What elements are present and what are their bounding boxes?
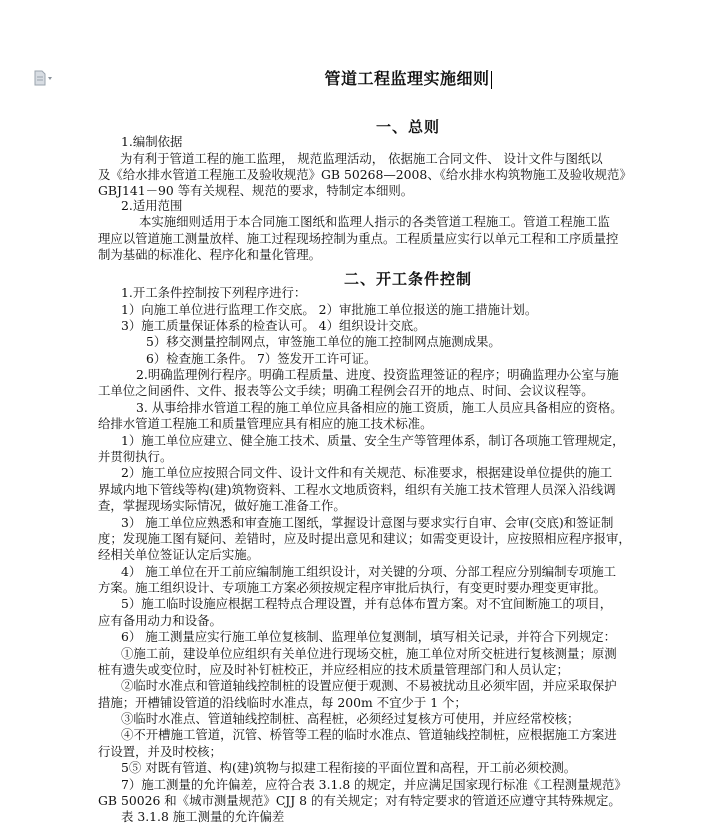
left-margin — [0, 0, 98, 829]
text-line: 5）移交测量控制网点，审签施工单位的施工控制网点施测成果。 — [146, 334, 501, 349]
text-line: 7）施工测量的允许偏差，应符合表 3.1.8 的规定，并应满足国家现行标准《工程测量规范》 — [121, 777, 627, 792]
text-line: 理应以管道施工测量放样、施工过程现场控制为重点。工程质量应实行以单元工程和工序质量控 — [98, 231, 619, 246]
text-line: 度；发现施工图有疑问、差错时，应及时提出意见和建议；如需变更设计，应按照相应程序报审， — [98, 531, 631, 546]
section-heading-start-conditions: 二、开工条件控制 — [343, 270, 472, 288]
text-line: 2.适用范围 — [121, 198, 183, 213]
text-line: 4） 施工单位在开工前应编制施工组织设计，对关键的分项、分部工程应分别编制专项施工 — [121, 564, 617, 579]
text-line: 3）施工质量保证体系的检查认可。 4）组织设计交底。 — [121, 318, 426, 333]
text-line: 2）施工单位应按照合同文件、设计文件和有关规范、标准要求，根据建设单位提供的施工 — [121, 465, 613, 480]
document-menu-icon[interactable] — [34, 70, 54, 86]
text-line: 措施；开槽铺设管道的沿线临时水准点，每 200m 不宜少于 1 个； — [98, 695, 467, 710]
text-line: 3） 施工单位应熟悉和审查施工图纸，掌握设计意图与要求实行自审、会审(交底)和签证制 — [121, 515, 614, 530]
text-line: 3. 从事给排水管道工程的施工单位应具备相应的施工资质，施工人员应具备相应的资格。 — [136, 400, 623, 415]
text-line: 表 3.1.8 施工测量的允许偏差 — [121, 809, 285, 824]
text-line: 2.明确监理例行程序。明确工程质量、进度、投资监理签证的程序；明确监理办公室与施 — [136, 367, 619, 382]
text-line: 1）向施工单位进行监理工作交底。 2）审批施工单位报送的施工措施计划。 — [121, 302, 538, 317]
text-line: GBJ141－90 等有关规程、规范的要求，特制定本细则。 — [98, 183, 414, 198]
text-line: 应有备用动力和设备。 — [98, 613, 222, 628]
text-line: 1.开工条件控制按下列程序进行： — [121, 285, 307, 300]
text-line: 行设置，并及时校核； — [98, 744, 222, 759]
document-title: 管道工程监理实施细则 — [324, 69, 490, 88]
text-cursor — [491, 71, 492, 89]
text-line: 为有利于管道工程的施工监理， 规范监理活动， 依据施工合同文件、 设计文件与图纸以 — [120, 151, 603, 166]
document-page[interactable] — [98, 0, 718, 829]
text-line: ③临时水准点、管道轴线控制桩、高程桩，必须经过复核方可使用，并应经常校核； — [121, 711, 580, 726]
text-line: 经相关单位签证认定后实施。 — [98, 547, 260, 562]
text-line: 给排水管道工程施工和质量管理应具有相应的施工技术标准。 — [98, 416, 433, 431]
text-line: ②临时水准点和管道轴线控制桩的设置应便于观测、不易被扰动且必须牢固，并应采取保护 — [121, 678, 617, 693]
text-line: 制为基础的标准化、程序化和量化管理。 — [98, 247, 322, 262]
text-line: 桩有遗失或变位时，应及时补钉桩校正，并应经相应的技术质量管理部门和人员认定； — [98, 662, 569, 677]
text-line: 界域内地下管线等构(建)筑物资料、工程水文地质资料，组织有关施工技术管理人员深入沿线调 — [98, 482, 616, 497]
text-line: ④不开槽施工管道，沉管、桥管等工程的临时水准点、管道轴线控制桩，应根据施工方案进 — [121, 727, 617, 742]
text-line: 及《给水排水管道工程施工及验收规范》GB 50268—2008、《给水排水构筑物施工及验收规范》 — [98, 167, 632, 182]
text-line: 方案。施工组织设计、专项施工方案必须按规定程序审批后执行，有变更时要办理变更审批。 — [98, 580, 607, 595]
text-line: 5）施工临时设施应根据工程特点合理设置，并有总体布置方案。对不宜间断施工的项目， — [121, 596, 613, 611]
text-line: 查，掌握现场实际情况，做好施工准备工作。 — [98, 498, 346, 513]
text-line: 6）检查施工条件。 7）签发开工许可证。 — [146, 351, 377, 366]
text-line: 5⑤ 对既有管道、构(建)筑物与拟建工程衔接的平面位置和高程，开工前必须校测。 — [121, 760, 577, 775]
text-line: GB 50026 和《城市测量规范》CJJ 8 的有关规定；对有特定要求的管道还应遵守其特殊规定。 — [98, 793, 621, 808]
section-heading-general: 一、总则 — [375, 118, 440, 136]
text-line: ①施工前，建设单位应组织有关单位进行现场交桩，施工单位对所交桩进行复核测量；原测 — [121, 646, 617, 661]
text-line: 1.编制依据 — [121, 134, 183, 149]
text-line: 本实施细则适用于本合同施工图纸和监理人指示的各类管道工程施工。管道工程施工监 — [139, 214, 610, 229]
text-line: 工单位之间函件、文件、报表等公文手续；明确工程例会召开的地点、时间、会议议程等。 — [98, 383, 594, 398]
text-line: 1）施工单位应建立、健全施工技术、质量、安全生产等管理体系，制订各项施工管理规定， — [121, 433, 625, 448]
text-line: 6） 施工测量应实行施工单位复核制、监理单位复测制，填写相关记录，并符合下列规定： — [121, 629, 617, 644]
text-line: 并贯彻执行。 — [98, 449, 173, 464]
